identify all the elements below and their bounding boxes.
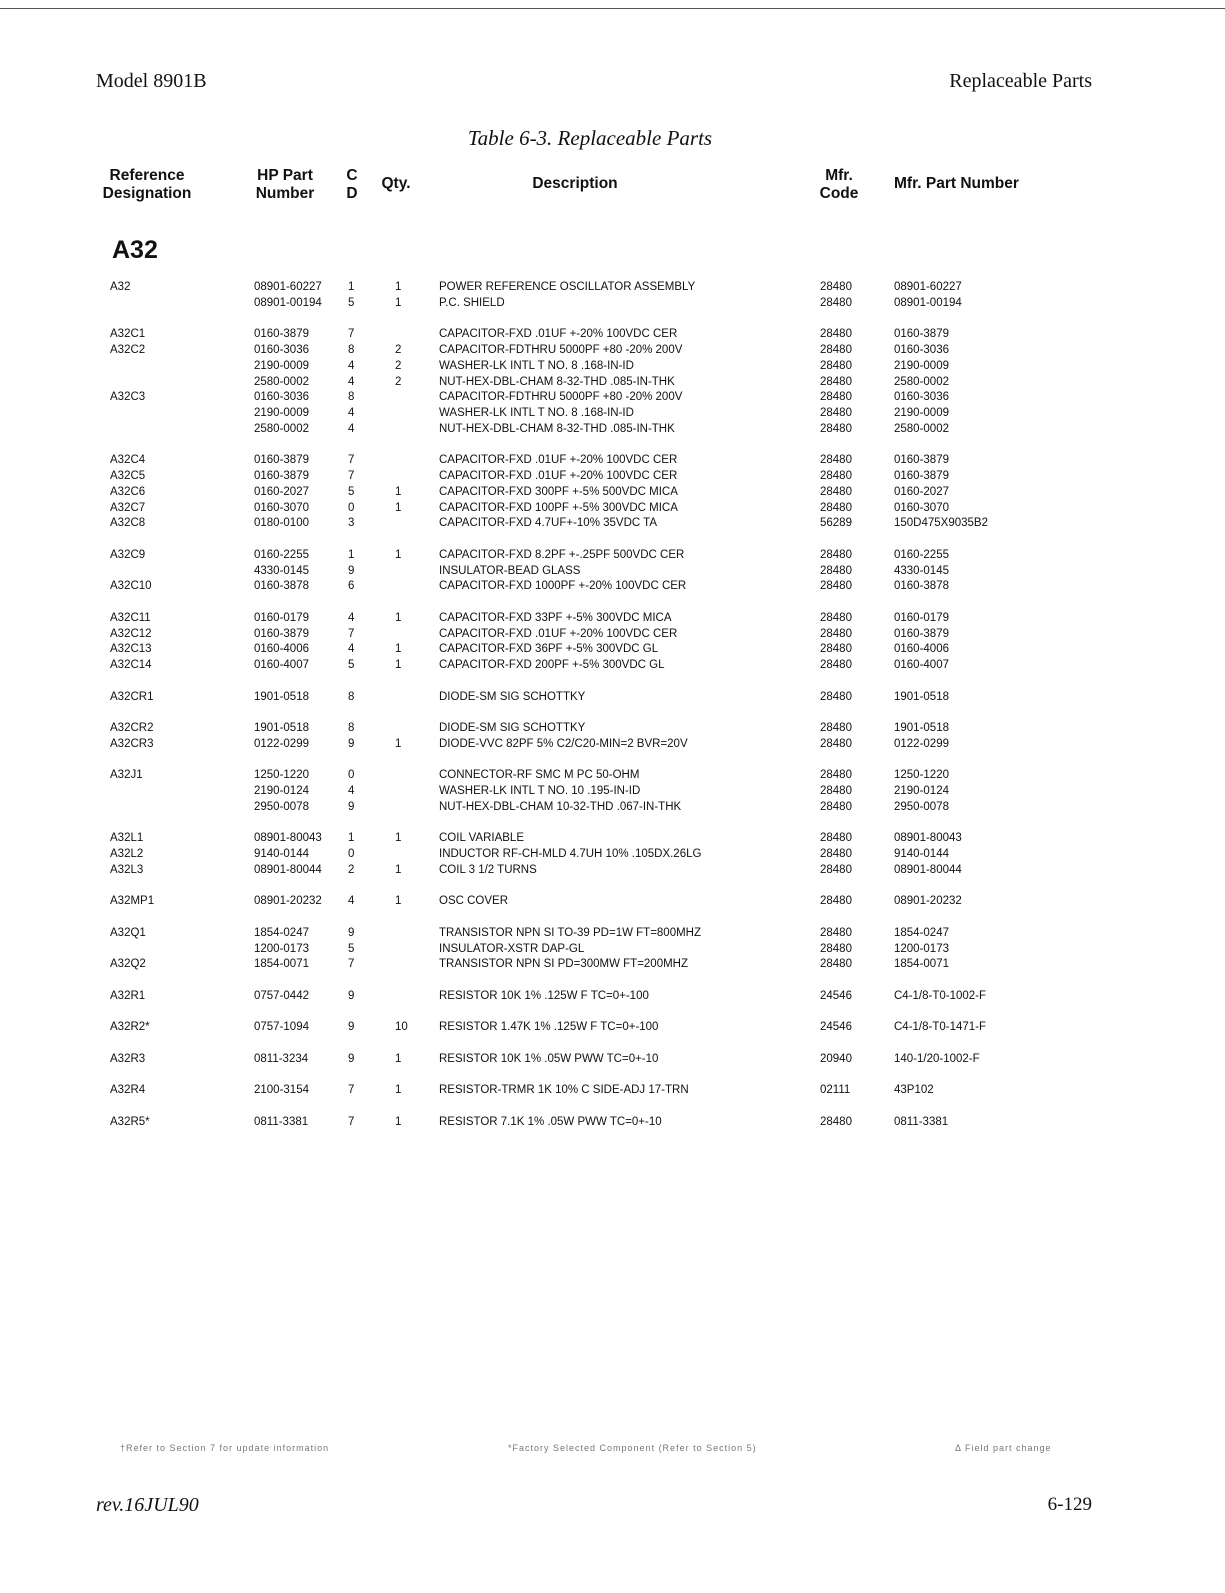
- cell-hp: 9140-0144: [254, 848, 309, 860]
- page-number: 6-129: [1047, 1494, 1092, 1515]
- cell-hp: 1901-0518: [254, 690, 309, 703]
- header-model: Model 8901B: [96, 70, 207, 92]
- cell-mpn: 08901-20232: [894, 895, 962, 908]
- cell-mfr: 28480: [820, 926, 852, 939]
- cell-mpn: 4330-0145: [894, 564, 949, 577]
- cell-mfr: 28480: [820, 958, 852, 971]
- cell-ref: A32C1: [110, 328, 146, 341]
- cell-ref: A32C3: [110, 391, 146, 404]
- cell-mpn: 0160-2027: [894, 485, 949, 498]
- footnote-part-change: Δ Field part change: [955, 1443, 1052, 1453]
- cell-mfr: 28480: [820, 769, 852, 782]
- cell-mpn: 2580-0002: [894, 422, 949, 435]
- cell-ref: A32C8: [110, 517, 146, 530]
- cell-desc: CAPACITOR-FXD 100PF +-5% 300VDC MICA: [439, 501, 678, 514]
- cell-ref: A32L2: [110, 848, 144, 860]
- cell-desc: NUT-HEX-DBL-CHAM 8-32-THD .085-IN-THK: [439, 375, 675, 388]
- cell-cd: 5: [348, 485, 355, 498]
- cell-qty: 1: [395, 1115, 402, 1128]
- cell-mfr: 28480: [820, 422, 852, 435]
- cell-mpn: 0160-0179: [894, 611, 949, 624]
- cell-ref: A32Q1: [110, 926, 146, 939]
- cell-mfr: 28480: [820, 942, 852, 955]
- cell-hp: 1250-1220: [254, 769, 309, 782]
- cell-mpn: 08901-60227: [894, 281, 962, 293]
- cell-cd: 7: [348, 627, 355, 640]
- cell-cd: 1: [348, 281, 355, 293]
- cell-mfr: 28480: [820, 296, 852, 309]
- col-header-reference: [100, 167, 194, 203]
- cell-desc: CAPACITOR-FXD 300PF +-5% 500VDC MICA: [439, 485, 678, 498]
- cell-cd: 0: [348, 769, 355, 782]
- cell-qty: 1: [395, 548, 402, 561]
- cell-cd: 4: [348, 895, 355, 908]
- cell-mpn: 0160-3879: [894, 328, 949, 341]
- cell-mpn: 43P102: [894, 1084, 934, 1097]
- section-label: A32: [112, 236, 158, 264]
- cell-cd: 6: [348, 580, 355, 593]
- cell-hp: 2950-0078: [254, 800, 309, 813]
- col-header-cd-line2: D: [346, 185, 358, 202]
- cell-hp: 08901-80044: [254, 863, 322, 876]
- cell-cd: 9: [348, 564, 355, 577]
- cell-mpn: 08901-80043: [894, 832, 962, 845]
- cell-qty: 2: [395, 375, 402, 388]
- cell-ref: A32R3: [110, 1052, 146, 1065]
- cell-mfr: 28480: [820, 611, 852, 624]
- cell-hp: 0122-0299: [254, 737, 309, 750]
- cell-ref: A32L1: [110, 832, 144, 845]
- cell-cd: 1: [348, 832, 355, 845]
- cell-qty: 1: [395, 895, 402, 908]
- cell-mfr: 28480: [820, 407, 852, 419]
- cell-cd: 3: [348, 517, 355, 530]
- cell-ref: A32C11: [110, 611, 151, 624]
- cell-mfr: 56289: [820, 517, 852, 530]
- cell-hp: 0160-3879: [254, 328, 309, 341]
- cell-mfr: 28480: [820, 863, 852, 876]
- cell-desc: DIODE-SM SIG SCHOTTKY: [439, 722, 586, 734]
- cell-mpn: 2580-0002: [894, 375, 949, 388]
- cell-mfr: 28480: [820, 895, 852, 908]
- cell-desc: CAPACITOR-FDTHRU 5000PF +80 -20% 200V: [439, 344, 683, 356]
- cell-desc: P.C. SHIELD: [439, 296, 505, 309]
- cell-mfr: 28480: [820, 848, 852, 860]
- cell-hp: 0160-3879: [254, 627, 309, 640]
- cell-cd: 7: [348, 470, 355, 482]
- cell-mpn: 150D475X9035B2: [894, 517, 988, 530]
- footnote-update: †Refer to Section 7 for update information: [120, 1443, 330, 1453]
- cell-qty: 1: [395, 863, 402, 876]
- cell-mpn: 0160-3878: [894, 580, 949, 593]
- cell-mfr: 24546: [820, 1021, 852, 1034]
- cell-desc: RESISTOR 1.47K 1% .125W F TC=0+-100: [439, 1021, 659, 1034]
- cell-hp: 4330-0145: [254, 564, 309, 577]
- cell-hp: 08901-20232: [254, 895, 322, 908]
- cell-ref: A32R2*: [110, 1021, 150, 1034]
- cell-qty: 1: [395, 611, 402, 624]
- cell-ref: A32R4: [110, 1084, 146, 1097]
- cell-mfr: 28480: [820, 328, 852, 341]
- cell-desc: CAPACITOR-FXD 33PF +-5% 300VDC MICA: [439, 611, 672, 624]
- cell-cd: 7: [348, 328, 355, 341]
- col-header-qty: Qty.: [381, 175, 411, 192]
- header-section: Replaceable Parts: [949, 70, 1092, 92]
- cell-mfr: 28480: [820, 564, 852, 577]
- cell-desc: DIODE-VVC 82PF 5% C2/C20-MIN=2 BVR=20V: [439, 737, 688, 750]
- cell-mpn: 0160-3879: [894, 454, 949, 467]
- cell-mpn: 1250-1220: [894, 769, 949, 782]
- cell-cd: 4: [348, 422, 355, 435]
- cell-cd: 8: [348, 722, 355, 734]
- cell-cd: 9: [348, 800, 355, 813]
- cell-ref: A32R5*: [110, 1115, 150, 1128]
- cell-hp: 08901-00194: [254, 296, 322, 309]
- col-header-mfr-code-line2: Code: [819, 185, 859, 202]
- cell-hp: 0160-2255: [254, 548, 309, 561]
- cell-desc: CAPACITOR-FXD .01UF +-20% 100VDC CER: [439, 470, 678, 482]
- cell-hp: 0180-0100: [254, 517, 309, 530]
- cell-qty: 1: [395, 737, 402, 750]
- col-header-cd-line1: C: [346, 167, 358, 184]
- cell-mpn: 0160-3036: [894, 344, 949, 356]
- cell-cd: 9: [348, 989, 355, 1002]
- cell-desc: INDUCTOR RF-CH-MLD 4.7UH 10% .105DX.26LG: [439, 848, 702, 860]
- cell-ref: A32C12: [110, 627, 152, 640]
- cell-desc: WASHER-LK INTL T NO. 8 .168-IN-ID: [439, 407, 634, 419]
- table-title: Table 6-3. Replaceable Parts: [467, 126, 713, 150]
- cell-qty: 1: [395, 832, 402, 845]
- cell-desc: INSULATOR-XSTR DAP-GL: [439, 942, 585, 955]
- cell-hp: 1200-0173: [254, 942, 309, 955]
- cell-mpn: 0160-3879: [894, 470, 949, 482]
- cell-mfr: 28480: [820, 627, 852, 640]
- cell-qty: 1: [395, 643, 402, 656]
- cell-hp: 0160-3879: [254, 470, 309, 482]
- cell-cd: 7: [348, 1084, 355, 1097]
- cell-hp: 0160-3036: [254, 344, 309, 356]
- cell-mpn: 1901-0518: [894, 722, 949, 734]
- cell-hp: 0811-3381: [254, 1115, 309, 1128]
- cell-desc: TRANSISTOR NPN SI PD=300MW FT=200MHZ: [439, 958, 689, 971]
- cell-cd: 4: [348, 785, 355, 797]
- cell-cd: 9: [348, 1052, 355, 1065]
- cell-hp: 0160-4006: [254, 643, 309, 656]
- cell-mfr: 24546: [820, 989, 852, 1002]
- cell-cd: 4: [348, 375, 355, 388]
- cell-qty: 1: [395, 296, 402, 309]
- cell-ref: A32: [110, 281, 131, 293]
- cell-desc: COIL VARIABLE: [439, 832, 525, 845]
- cell-desc: NUT-HEX-DBL-CHAM 8-32-THD .085-IN-THK: [439, 422, 675, 435]
- cell-cd: 4: [348, 611, 355, 624]
- cell-mpn: 2190-0009: [894, 407, 949, 419]
- cell-mfr: 28480: [820, 690, 852, 703]
- cell-cd: 2: [348, 863, 355, 876]
- cell-mfr: 28480: [820, 1115, 852, 1128]
- cell-hp: 2190-0009: [254, 359, 309, 372]
- cell-ref: A32C6: [110, 485, 146, 498]
- cell-hp: 0160-0179: [254, 611, 309, 624]
- cell-mfr: 28480: [820, 344, 852, 356]
- cell-desc: CONNECTOR-RF SMC M PC 50-OHM: [439, 769, 640, 782]
- cell-desc: CAPACITOR-FXD .01UF +-20% 100VDC CER: [439, 627, 678, 640]
- cell-desc: CAPACITOR-FDTHRU 5000PF +80 -20% 200V: [439, 391, 683, 404]
- col-header-hp-part: [246, 167, 324, 203]
- cell-mfr: 28480: [820, 281, 852, 293]
- cell-desc: NUT-HEX-DBL-CHAM 10-32-THD .067-IN-THK: [439, 800, 682, 813]
- cell-mfr: 28480: [820, 470, 852, 482]
- cell-cd: 4: [348, 643, 355, 656]
- cell-ref: A32Q2: [110, 958, 146, 971]
- col-header-reference-line1: Reference: [109, 167, 185, 184]
- cell-desc: CAPACITOR-FXD 1000PF +-20% 100VDC CER: [439, 580, 687, 593]
- cell-desc: RESISTOR 7.1K 1% .05W PWW TC=0+-10: [439, 1115, 662, 1128]
- cell-cd: 9: [348, 1021, 355, 1034]
- cell-hp: 2190-0009: [254, 407, 309, 419]
- cell-cd: 9: [348, 737, 355, 750]
- col-header-reference-line2: Designation: [102, 185, 192, 202]
- cell-desc: RESISTOR 10K 1% .125W F TC=0+-100: [439, 989, 649, 1002]
- cell-mfr: 28480: [820, 580, 852, 593]
- cell-cd: 8: [348, 391, 355, 404]
- cell-ref: A32CR3: [110, 737, 154, 750]
- cell-cd: 8: [348, 344, 355, 356]
- cell-mpn: 1200-0173: [894, 942, 949, 955]
- cell-desc: DIODE-SM SIG SCHOTTKY: [439, 690, 586, 703]
- cell-desc: WASHER-LK INTL T NO. 8 .168-IN-ID: [439, 359, 634, 372]
- cell-cd: 0: [348, 501, 355, 514]
- cell-mpn: 08901-80044: [894, 863, 962, 876]
- cell-desc: POWER REFERENCE OSCILLATOR ASSEMBLY: [439, 281, 696, 293]
- cell-qty: 2: [395, 359, 402, 372]
- cell-hp: 2580-0002: [254, 375, 309, 388]
- cell-hp: 0757-1094: [254, 1021, 309, 1034]
- cell-mpn: 0160-2255: [894, 548, 949, 561]
- cell-mpn: 0160-3036: [894, 391, 949, 404]
- cell-mfr: 28480: [820, 832, 852, 845]
- cell-ref: A32J1: [110, 769, 143, 782]
- cell-desc: RESISTOR 10K 1% .05W PWW TC=0+-10: [439, 1052, 659, 1065]
- cell-hp: 1901-0518: [254, 722, 309, 734]
- top-rule: [0, 8, 1225, 9]
- footnote-factory-selected: *Factory Selected Component (Refer to Section 5): [508, 1443, 757, 1453]
- cell-cd: 7: [348, 454, 355, 467]
- cell-desc: CAPACITOR-FXD 4.7UF+-10% 35VDC TA: [439, 517, 658, 530]
- cell-mpn: 9140-0144: [894, 848, 949, 860]
- col-header-hp-part-line1: HP Part: [257, 167, 313, 184]
- cell-mfr: 28480: [820, 643, 852, 656]
- cell-cd: 8: [348, 690, 355, 703]
- cell-mfr: 28480: [820, 359, 852, 372]
- cell-ref: A32C9: [110, 548, 146, 561]
- cell-mfr: 28480: [820, 785, 852, 797]
- cell-mpn: 2190-0124: [894, 785, 949, 797]
- col-header-hp-part-line2: Number: [255, 185, 315, 202]
- cell-hp: 0160-2027: [254, 485, 309, 498]
- cell-hp: 08901-80043: [254, 832, 322, 845]
- cell-cd: 4: [348, 407, 355, 419]
- cell-hp: 08901-60227: [254, 281, 322, 293]
- cell-mfr: 28480: [820, 375, 852, 388]
- cell-mpn: 0122-0299: [894, 737, 949, 750]
- cell-cd: 0: [348, 848, 355, 860]
- cell-ref: A32R1: [110, 989, 146, 1002]
- cell-ref: A32C2: [110, 344, 146, 356]
- cell-desc: CAPACITOR-FXD .01UF +-20% 100VDC CER: [439, 328, 678, 341]
- cell-hp: 0160-3036: [254, 391, 309, 404]
- cell-qty: 1: [395, 485, 402, 498]
- cell-mpn: 0160-4007: [894, 659, 949, 671]
- cell-hp: 0160-3879: [254, 454, 309, 467]
- cell-hp: 1854-0247: [254, 926, 309, 939]
- cell-desc: CAPACITOR-FXD 36PF +-5% 300VDC GL: [439, 643, 659, 656]
- cell-cd: 7: [348, 1115, 355, 1128]
- cell-qty: 1: [395, 659, 402, 671]
- cell-hp: 1854-0071: [254, 958, 309, 971]
- cell-mpn: 2190-0009: [894, 359, 949, 372]
- cell-mfr: 28480: [820, 800, 852, 813]
- cell-mfr: 28480: [820, 659, 852, 671]
- cell-mfr: 28480: [820, 391, 852, 404]
- cell-qty: 10: [395, 1021, 408, 1034]
- col-header-mfr-part-number: Mfr. Part Number: [894, 175, 1019, 192]
- cell-mpn: 0160-3879: [894, 627, 949, 640]
- cell-hp: 0160-4007: [254, 659, 309, 671]
- cell-cd: 7: [348, 958, 355, 971]
- cell-mfr: 28480: [820, 485, 852, 498]
- cell-mpn: 1901-0518: [894, 690, 949, 703]
- cell-cd: 1: [348, 548, 355, 561]
- col-header-mfr-code: [812, 167, 866, 203]
- cell-hp: 2100-3154: [254, 1084, 309, 1097]
- cell-qty: 2: [395, 344, 402, 356]
- cell-ref: A32CR2: [110, 722, 154, 734]
- cell-desc: COIL 3 1/2 TURNS: [439, 863, 537, 876]
- cell-desc: CAPACITOR-FXD 200PF +-5% 300VDC GL: [439, 659, 665, 671]
- cell-hp: 2190-0124: [254, 785, 309, 797]
- cell-mfr: 28480: [820, 722, 852, 734]
- cell-mfr: 28480: [820, 454, 852, 467]
- cell-cd: 9: [348, 926, 355, 939]
- cell-mpn: 0160-3070: [894, 501, 949, 514]
- cell-hp: 0811-3234: [254, 1052, 309, 1065]
- cell-mpn: C4-1/8-T0-1471-F: [894, 1021, 987, 1034]
- cell-ref: A32C4: [110, 454, 146, 467]
- cell-ref: A32MP1: [110, 895, 155, 908]
- cell-desc: CAPACITOR-FXD 8.2PF +-.25PF 500VDC CER: [439, 548, 685, 561]
- cell-ref: A32L3: [110, 863, 144, 876]
- cell-mpn: 140-1/20-1002-F: [894, 1052, 980, 1065]
- cell-ref: A32C13: [110, 643, 152, 656]
- cell-mpn: 1854-0247: [894, 926, 949, 939]
- cell-mpn: 2950-0078: [894, 800, 949, 813]
- cell-mpn: 1854-0071: [894, 958, 949, 971]
- cell-ref: A32CR1: [110, 690, 154, 703]
- cell-cd: 5: [348, 942, 355, 955]
- cell-hp: 2580-0002: [254, 422, 309, 435]
- cell-mfr: 02111: [820, 1084, 851, 1097]
- cell-qty: 1: [395, 281, 402, 293]
- cell-ref: A32C5: [110, 470, 146, 482]
- cell-mfr: 28480: [820, 501, 852, 514]
- cell-hp: 0160-3070: [254, 501, 309, 514]
- cell-mfr: 28480: [820, 737, 852, 750]
- cell-desc: TRANSISTOR NPN SI TO-39 PD=1W FT=800MHZ: [439, 926, 702, 939]
- col-header-cd: [342, 167, 362, 203]
- col-header-mfr-code-line1: Mfr.: [825, 167, 853, 184]
- cell-hp: 0160-3878: [254, 580, 309, 593]
- cell-ref: A32C14: [110, 659, 152, 671]
- cell-cd: 5: [348, 659, 355, 671]
- cell-desc: WASHER-LK INTL T NO. 10 .195-IN-ID: [439, 785, 641, 797]
- cell-cd: 4: [348, 359, 355, 372]
- revision-date: rev.16JUL90: [96, 1494, 199, 1516]
- cell-mfr: 20940: [820, 1052, 852, 1065]
- cell-ref: A32C10: [110, 580, 152, 593]
- cell-mpn: C4-1/8-T0-1002-F: [894, 989, 987, 1002]
- cell-mpn: 0811-3381: [894, 1115, 949, 1128]
- cell-qty: 1: [395, 501, 402, 514]
- cell-mfr: 28480: [820, 548, 852, 561]
- cell-desc: RESISTOR-TRMR 1K 10% C SIDE-ADJ 17-TRN: [439, 1084, 689, 1097]
- cell-hp: 0757-0442: [254, 989, 309, 1002]
- cell-qty: 1: [395, 1084, 402, 1097]
- cell-desc: CAPACITOR-FXD .01UF +-20% 100VDC CER: [439, 454, 678, 467]
- cell-qty: 1: [395, 1052, 402, 1065]
- cell-cd: 5: [348, 296, 355, 309]
- cell-mpn: 0160-4006: [894, 643, 949, 656]
- cell-mpn: 08901-00194: [894, 296, 962, 309]
- cell-desc: INSULATOR-BEAD GLASS: [439, 564, 581, 577]
- cell-ref: A32C7: [110, 501, 146, 514]
- col-header-description: Description: [532, 175, 618, 192]
- cell-desc: OSC COVER: [439, 895, 509, 908]
